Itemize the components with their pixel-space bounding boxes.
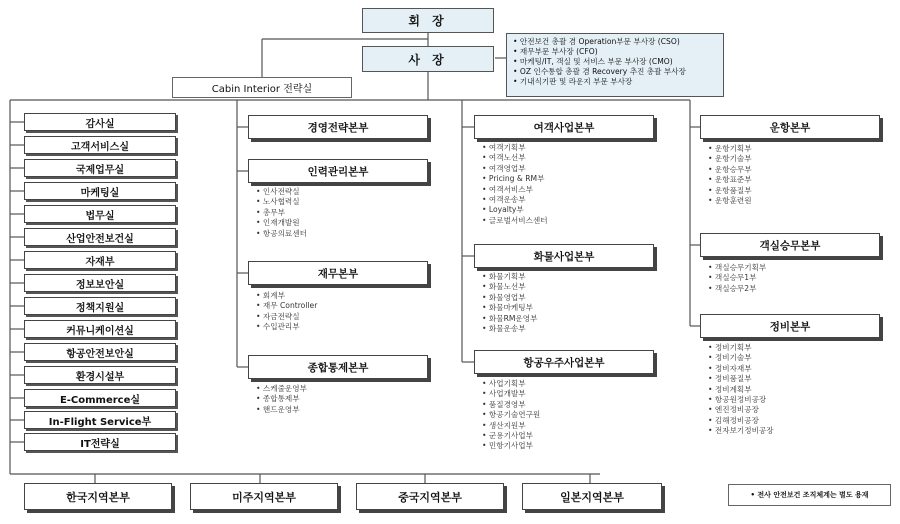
region-label: 일본지역본부 [560,490,624,504]
division-sublist [482,379,540,452]
sub-unit: • 김해정비공장 [708,416,774,426]
office-label: 산업안전보건실 [66,233,134,245]
region-box [356,483,504,510]
office-box [24,297,176,315]
sub-unit: • Loyalty부 [482,205,548,215]
office-label: E-Commerce실 [59,394,141,406]
office-box [24,113,176,131]
division-box [700,314,880,338]
president-label: 사 장 [408,52,448,67]
office-box [24,159,176,177]
vice-president-item: • 마케팅/IT, 객실 및 서비스 부문 부사장 (CMO) [513,57,717,67]
sub-unit: • 객실승무1부 [708,273,766,283]
office-label: In-Flight Service부 [48,416,152,428]
office-label: 자재부 [85,256,115,268]
vice-president-item: • 안전보건 총괄 겸 Operation부문 부사장 (CSO) [513,37,717,47]
office-label: 고객서비스실 [71,141,129,153]
office-box [24,182,176,200]
sub-unit: • Pricing & RM부 [482,174,548,184]
footnote [728,484,891,506]
division-label: 종합통제본부 [307,361,369,374]
office-label: 커뮤니케이션실 [66,325,134,337]
division-label: 객실승무본부 [759,239,821,252]
sub-unit: • 수입관리부 [256,322,317,332]
division-label: 화물사업본부 [533,250,595,263]
sub-unit: • 핸드운영부 [256,405,307,415]
division-sublist [256,187,307,239]
sub-unit: • 총무부 [256,208,307,218]
sub-unit: • 화물RM운영부 [482,314,537,324]
office-box [24,320,176,338]
sub-unit: • 회계부 [256,291,317,301]
sub-unit: • 사업개발부 [482,389,540,399]
sub-unit: • 운항기획부 [708,144,752,154]
sub-unit: • 화물기획부 [482,272,537,282]
office-box [24,366,176,384]
sub-unit: • 여객기획부 [482,143,548,153]
division-label: 인력관리본부 [307,165,369,178]
office-box [24,274,176,292]
division-box [248,261,428,285]
office-label: 정책지원실 [75,302,125,314]
sub-unit: • 정비자재부 [708,364,774,374]
division-label: 정비본부 [769,320,811,333]
sub-unit: • 여객노선부 [482,153,548,163]
sub-unit: • 여객영업부 [482,164,548,174]
office-label: 환경시설부 [75,371,125,383]
division-label: 재무본부 [317,267,359,280]
sub-unit: • 사업기획부 [482,379,540,389]
vice-president-list [506,33,724,97]
division-label: 운항본부 [769,121,811,134]
sub-unit: • 운항훈련원 [708,196,752,206]
division-label: 여객사업본부 [533,121,595,134]
division-sublist [708,144,752,206]
division-sublist [708,343,774,437]
cabin-interior-box [172,77,352,98]
division-box [700,115,880,139]
sub-unit: • 민항기사업부 [482,441,540,451]
chairman-box [362,8,494,33]
sub-unit: • 인재개발원 [256,218,307,228]
division-sublist [256,384,307,415]
sub-unit: • 정비계획부 [708,385,774,395]
division-label: 경영전략본부 [307,121,369,134]
office-box [24,343,176,361]
division-box [474,244,654,268]
division-sublist [708,263,766,294]
office-box [24,136,176,154]
office-box [24,251,176,269]
vice-president-item: • OZ 인수통합 총괄 겸 Recovery 추진 총괄 부사장 [513,67,717,77]
region-box [190,483,338,510]
sub-unit: • 스케줄운영부 [256,384,307,394]
footnote-text: • 전사 안전보건 조직체계는 별도 용재 [750,490,868,500]
division-box [248,355,428,379]
office-label: 감사실 [85,118,115,130]
sub-unit: • 인사전략실 [256,187,307,197]
region-label: 미주지역본부 [232,490,296,504]
sub-unit: • 글로벌서비스센터 [482,216,548,226]
sub-unit: • 정비기획부 [708,343,774,353]
sub-unit: • 항공기술연구원 [482,410,540,420]
office-label: IT전략실 [80,438,120,450]
division-box [700,233,880,257]
sub-unit: • 군용기사업부 [482,431,540,441]
office-label: 항공안전보안실 [66,348,134,360]
division-sublist [256,291,317,333]
sub-unit: • 운항기술부 [708,154,752,164]
sub-unit: • 정비기술부 [708,353,774,363]
office-box [24,205,176,223]
sub-unit: • 운항표준부 [708,175,752,185]
division-box [474,115,654,139]
office-box [24,433,176,451]
chairman-label: 회 장 [408,14,448,28]
sub-unit: • 생산지원부 [482,421,540,431]
office-label: 법무실 [85,210,115,222]
division-box [474,350,654,374]
sub-unit: • 품질경영부 [482,400,540,410]
division-label: 항공우주사업본부 [523,356,605,369]
sub-unit: • 화물운송부 [482,324,537,334]
sub-unit: • 정비품질부 [708,374,774,384]
division-sublist [482,143,548,226]
sub-unit: • 전자보기정비공장 [708,426,774,436]
division-box [248,115,428,139]
division-sublist [482,272,537,334]
sub-unit: • 항공의료센터 [256,229,307,239]
office-box [24,389,176,407]
sub-unit: • 여객서비스부 [482,185,548,195]
region-label: 중국지역본부 [398,490,462,504]
sub-unit: • 객실승무2부 [708,284,766,294]
office-box [24,228,176,246]
office-label: 국제업무실 [75,164,125,176]
region-label: 한국지역본부 [66,490,130,504]
sub-unit: • 자금전략실 [256,312,317,322]
president-box [362,46,494,72]
region-box [522,483,662,510]
division-box [248,159,428,183]
office-label: 정보보안실 [75,279,125,291]
office-box [24,411,176,429]
sub-unit: • 노사협력실 [256,197,307,207]
region-box [24,483,172,510]
office-label: 마케팅실 [80,187,120,199]
sub-unit: • 종합통제부 [256,394,307,404]
cabin-label: Cabin Interior 전략실 [211,84,313,95]
vice-president-item: • 기내식기판 및 라운지 부문 부사장 [513,77,717,87]
sub-unit: • 화물영업부 [482,293,537,303]
sub-unit: • 엔진정비공장 [708,405,774,415]
sub-unit: • 여객운송부 [482,195,548,205]
sub-unit: • 재무 Controller [256,301,317,311]
vice-president-item: • 재무부문 부사장 (CFO) [513,47,717,57]
sub-unit: • 화물노선부 [482,282,537,292]
sub-unit: • 운항품질부 [708,186,752,196]
sub-unit: • 객실승무기획부 [708,263,766,273]
sub-unit: • 항공원정비공장 [708,395,774,405]
sub-unit: • 화물마케팅부 [482,303,537,313]
sub-unit: • 운항승무부 [708,165,752,175]
